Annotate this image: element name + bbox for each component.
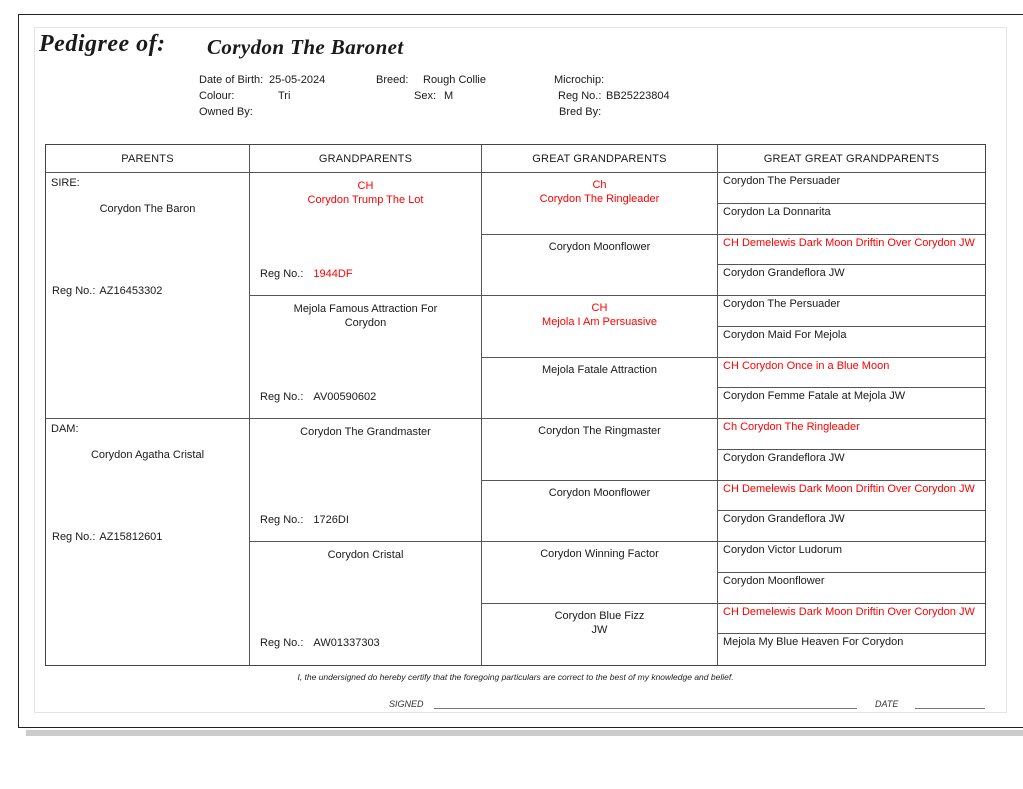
- great-great-grandparent-cell: Corydon Maid For Mejola: [718, 327, 985, 358]
- great-grandparent-cell: [482, 235, 718, 297]
- great-grandparent-name: Corydon Moonflower: [548, 486, 651, 499]
- grandparent-cell: [250, 296, 482, 419]
- great-great-grandparent-cell: Corydon The Persuader: [718, 173, 985, 204]
- great-great-grandparent-cell: Corydon Grandeflora JW: [718, 511, 985, 542]
- dob-label: Date of Birth:: [199, 74, 264, 86]
- reg-label: Reg No.:: [260, 391, 304, 403]
- dam-role-label: DAM:: [51, 423, 79, 435]
- sire-cell: [46, 173, 250, 419]
- great-grandparent-cell: [482, 419, 718, 481]
- great-grandparent-name: Corydon The Ringleader: [539, 193, 660, 205]
- sire-name: Corydon The Baron: [99, 203, 196, 215]
- great-great-grandparent-cell: Corydon Grandeflora JW: [718, 265, 985, 296]
- dam-name: Corydon Agatha Cristal: [90, 449, 205, 461]
- great-grandparent-cell: [482, 542, 718, 604]
- reg-label: Reg No.:: [260, 268, 304, 280]
- great-great-grandparent-cell: CH Corydon Once in a Blue Moon: [718, 358, 985, 389]
- great-great-grandparent-cell: CH Demelewis Dark Moon Driftin Over Corydon JW: [718, 235, 985, 266]
- reg-label: Reg No.:: [260, 514, 304, 526]
- reg-value: AW01337303: [313, 637, 380, 649]
- grandparent-cell: [250, 173, 482, 296]
- page-drop-shadow: [26, 730, 1023, 736]
- reg-value: 1944DF: [313, 268, 353, 280]
- reg-value: 1726DI: [313, 514, 349, 526]
- sire-role-label: SIRE:: [51, 177, 80, 189]
- date-line: [915, 708, 985, 709]
- dob-value: 25-05-2024: [269, 74, 326, 86]
- pedigree-table: [45, 144, 986, 666]
- reg-value: AV00590602: [313, 391, 377, 403]
- dam-reg-value: AZ15812601: [99, 531, 163, 543]
- great-great-grandparent-cell: CH Demelewis Dark Moon Driftin Over Corydon JW: [718, 481, 985, 512]
- column-header-parents: PARENTS: [46, 145, 250, 173]
- colour-label: Colour:: [199, 90, 235, 102]
- grandparent-name-text: Corydon Trump The Lot: [307, 194, 424, 206]
- owned-by-label: Owned By:: [199, 106, 253, 118]
- page-title: Pedigree of:: [39, 31, 166, 57]
- great-great-grandparent-cell: Corydon Grandeflora JW: [718, 450, 985, 481]
- microchip-label: Microchip:: [554, 74, 605, 86]
- dam-reg: [52, 531, 162, 543]
- great-grandparent-cell: [482, 173, 718, 235]
- champion-prefix: CH: [591, 302, 608, 314]
- signed-line: [434, 708, 857, 709]
- sire-reg-label: Reg No.:: [52, 285, 96, 297]
- breed-value: Rough Collie: [423, 74, 486, 86]
- great-great-grandparent-cell: Corydon The Persuader: [718, 296, 985, 327]
- grandparent-name: Corydon Cristal: [327, 549, 404, 561]
- grandparent-cell: [250, 419, 482, 542]
- great-grandparent-cell: [482, 604, 718, 666]
- great-great-grandparent-cell: Corydon Moonflower: [718, 573, 985, 604]
- breed-label: Breed:: [376, 74, 409, 86]
- great-great-grandparent-cell: CH Demelewis Dark Moon Driftin Over Corydon JW: [718, 604, 985, 635]
- grandparent-cell: [250, 542, 482, 665]
- column-header-great-great-grandparents: GREAT GREAT GRANDPARENTS: [718, 145, 985, 173]
- sire-reg: [52, 285, 162, 297]
- reg-label: Reg No.:: [260, 637, 304, 649]
- sex-label: Sex:: [414, 90, 437, 102]
- great-grandparent-name-line2: JW: [591, 623, 608, 636]
- bred-by-label: Bred By:: [559, 106, 602, 118]
- pedigree-document-page: [18, 14, 1023, 728]
- grandparent-reg: [260, 637, 380, 649]
- great-grandparent-name: Corydon Moonflower: [548, 240, 651, 253]
- great-grandparent-cell: [482, 481, 718, 543]
- champion-prefix: Ch: [592, 179, 607, 191]
- great-great-grandparent-cell: Corydon La Donnarita: [718, 204, 985, 235]
- column-header-grandparents: GRANDPARENTS: [250, 145, 482, 173]
- dam-cell: [46, 419, 250, 665]
- signed-label: SIGNED: [389, 699, 424, 709]
- column-header-great-grandparents: GREAT GRANDPARENTS: [482, 145, 718, 173]
- dog-name: Corydon The Baronet: [207, 35, 404, 59]
- great-great-grandparent-cell: Corydon Femme Fatale at Mejola JW: [718, 388, 985, 419]
- great-grandparent-name: Corydon Blue Fizz: [554, 609, 645, 622]
- dam-reg-label: Reg No.:: [52, 531, 96, 543]
- great-grandparent-name: Mejola I Am Persuasive: [542, 316, 657, 328]
- grandparent-name: Corydon The Grandmaster: [300, 426, 431, 438]
- grandparent-reg: [260, 514, 349, 526]
- date-label: DATE: [875, 699, 899, 709]
- champion-prefix: CH: [357, 180, 374, 192]
- great-great-grandparent-cell: Mejola My Blue Heaven For Corydon: [723, 636, 904, 649]
- regno-value: BB25223804: [606, 90, 670, 102]
- grandparent-reg: [260, 391, 376, 403]
- great-grandparent-name: Mejola Fatale Attraction: [542, 363, 657, 376]
- grandparent-name: [277, 179, 455, 207]
- colour-value: Tri: [278, 90, 291, 102]
- great-great-grandparent-cell: Corydon Victor Ludorum: [718, 542, 985, 573]
- grandparent-name: Mejola Famous Attraction For Corydon: [293, 303, 438, 329]
- great-grandparent-name: Corydon The Ringmaster: [538, 425, 661, 437]
- sex-value: M: [444, 90, 454, 102]
- great-great-grandparent-cell: Ch Corydon The Ringleader: [718, 419, 985, 450]
- grandparent-reg: [260, 268, 353, 280]
- sire-reg-value: AZ16453302: [99, 285, 163, 297]
- regno-label: Reg No.:: [558, 90, 602, 102]
- great-grandparent-cell: [482, 358, 718, 420]
- great-grandparent-cell: [482, 296, 718, 358]
- great-grandparent-name: Corydon Winning Factor: [540, 548, 659, 560]
- certification-text: I, the undersigned do hereby certify that the foregoing particulars are correct to the best of my knowledge and belief.: [297, 672, 734, 682]
